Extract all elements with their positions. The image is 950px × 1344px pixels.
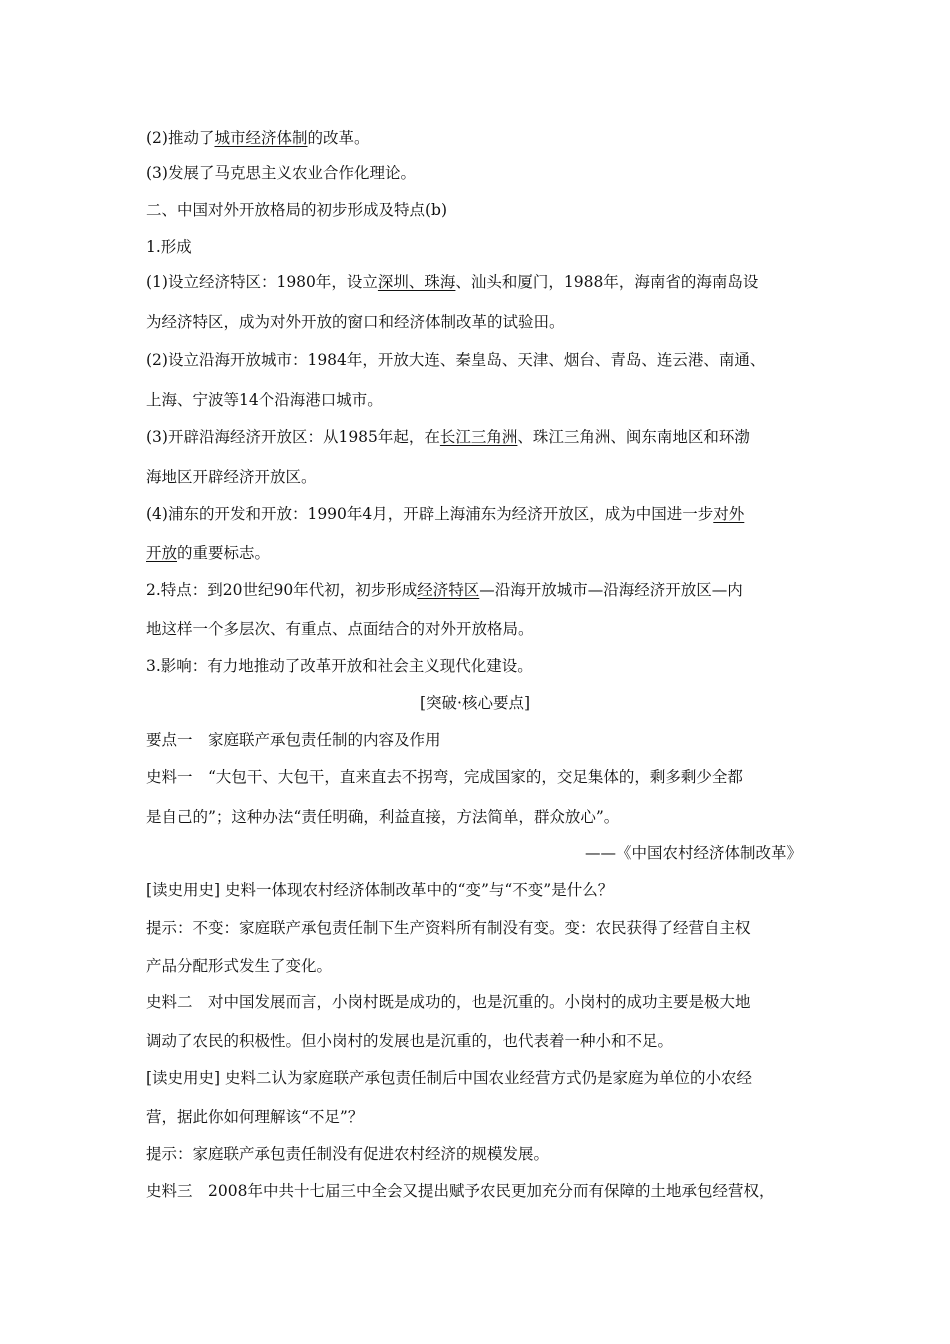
text-line [146, 543, 270, 563]
text-segment: 提示：家庭联产承包责任制没有促进农村经济的规模发展。 [146, 1145, 550, 1163]
text-line [146, 1068, 752, 1088]
underlined-term: 城市经济体制 [214, 129, 308, 147]
text-line [146, 237, 192, 257]
text-segment: (1)设立经济特区：1980年，设立 [146, 273, 378, 291]
underlined-term: 深圳、珠海 [377, 273, 456, 291]
text-line [146, 992, 751, 1012]
text-segment: 3.影响：有力地推动了改革开放和社会主义现代化建设。 [146, 657, 533, 675]
text-line [146, 1107, 363, 1127]
underlined-term: 经济特区 [417, 581, 480, 599]
text-line [146, 767, 743, 787]
text-segment: 1.形成 [146, 238, 192, 256]
text-line [146, 619, 534, 639]
text-line [0, 693, 950, 713]
text-segment: (3)发展了马克思主义农业合作化理论。 [146, 164, 416, 182]
text-line [146, 1144, 549, 1164]
text-segment: 上海、宁波等14个沿海港口城市。 [146, 391, 383, 409]
text-line [146, 580, 743, 600]
text-segment: 、汕头和厦门，1988年，海南省的海南岛设 [455, 273, 759, 291]
text-line [146, 504, 744, 524]
text-line [146, 467, 317, 487]
text-segment: 产品分配形式发生了变化。 [146, 957, 333, 975]
text-segment: [读史用史] 史料二认为家庭联产承包责任制后中国农业经营方式仍是家庭为单位的小农经 [146, 1069, 753, 1087]
underlined-term: 长江三角洲 [439, 428, 518, 446]
text-line [146, 312, 565, 332]
text-segment: —沿海开放城市—沿海经济开放区—内 [479, 581, 743, 599]
text-line [585, 843, 802, 863]
text-line [146, 390, 383, 410]
text-line [146, 730, 441, 750]
underlined-term: 对外 [713, 505, 745, 523]
text-line [146, 956, 332, 976]
text-line [146, 656, 533, 676]
text-line [146, 128, 370, 148]
text-line [146, 427, 750, 447]
text-segment: 二、中国对外开放格局的初步形成及特点(b) [146, 201, 448, 219]
text-line [146, 880, 613, 900]
text-segment: 的重要标志。 [177, 544, 271, 562]
text-segment: 海地区开辟经济开放区。 [146, 468, 317, 486]
text-segment: 的改革。 [307, 129, 370, 147]
text-line [146, 200, 447, 220]
text-segment: ——《中国农村经济体制改革》 [584, 844, 802, 862]
text-line [146, 272, 758, 292]
text-segment: 是自己的”；这种办法“责任明确，利益直接，方法简单，群众放心”。 [146, 808, 620, 826]
text-line [146, 350, 765, 370]
text-segment: 史料一 “大包干、大包干，直来直去不拐弯，完成国家的，交足集体的，剩多剩少全都 [146, 768, 743, 786]
text-segment: (3)开辟沿海经济开放区：从1985年起，在 [146, 428, 440, 446]
text-segment: 要点一 家庭联产承包责任制的内容及作用 [146, 731, 441, 749]
text-segment: 2.特点：到20世纪90年代初，初步形成 [146, 581, 418, 599]
text-segment: 史料三 2008年中共十七届三中全会又提出赋予农民更加充分而有保障的土地承包经营权， [146, 1182, 775, 1200]
text-segment: 营，据此你如何理解该“不足”？ [146, 1108, 364, 1126]
text-line [146, 1031, 673, 1051]
text-segment: (2)设立沿海开放城市：1984年，开放大连、秦皇岛、天津、烟台、青岛、连云港、南通、 [146, 351, 766, 369]
text-segment: [读史用史] 史料一体现农村经济体制改革中的“变”与“不变”是什么？ [146, 881, 614, 899]
text-segment: 地这样一个多层次、有重点、点面结合的对外开放格局。 [146, 620, 534, 638]
text-segment: [突破·核心要点] [419, 694, 531, 712]
text-segment: (2)推动了 [146, 129, 215, 147]
text-line [146, 1181, 774, 1201]
text-line [146, 918, 751, 938]
text-segment: (4)浦东的开发和开放：1990年4月，开辟上海浦东为经济开放区，成为中国进一步 [146, 505, 714, 523]
underlined-term: 开放 [146, 544, 178, 562]
text-segment: 提示：不变：家庭联产承包责任制下生产资料所有制没有变。变：农民获得了经营自主权 [146, 919, 751, 937]
text-segment: 史料二 对中国发展而言，小岗村既是成功的，也是沉重的。小岗村的成功主要是极大地 [146, 993, 751, 1011]
text-segment: 、珠江三角洲、闽东南地区和环渤 [517, 428, 750, 446]
text-segment: 为经济特区，成为对外开放的窗口和经济体制改革的试验田。 [146, 313, 565, 331]
text-segment: 调动了农民的积极性。但小岗村的发展也是沉重的，也代表着一种小和不足。 [146, 1032, 674, 1050]
text-line [146, 163, 416, 183]
text-line [146, 807, 619, 827]
